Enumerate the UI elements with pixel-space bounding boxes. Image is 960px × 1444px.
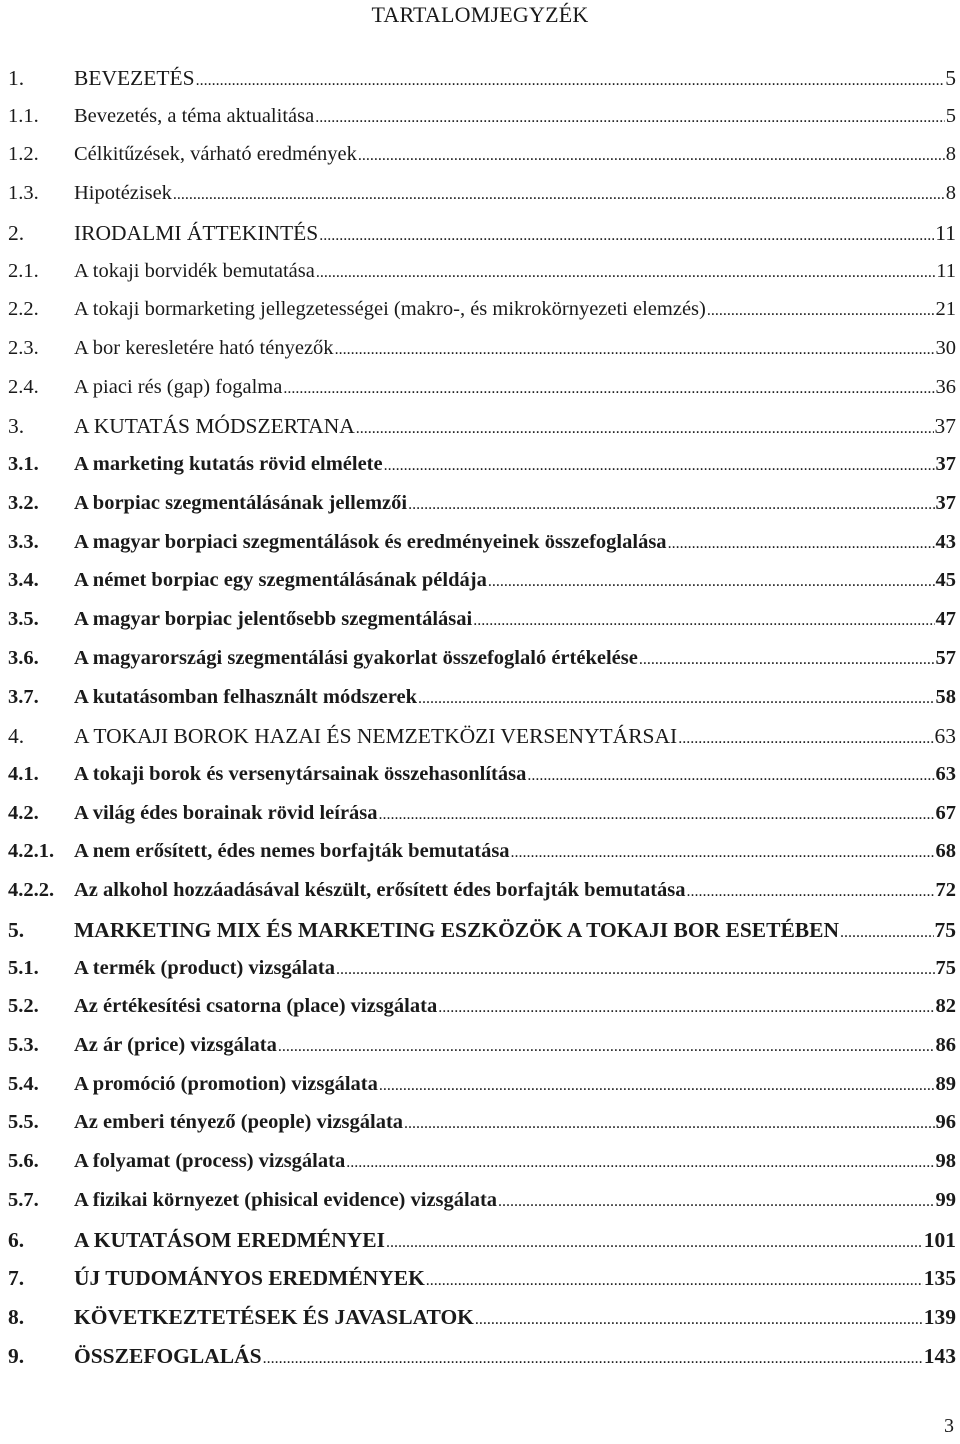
toc-entry-page: 47 (935, 608, 956, 631)
toc-entry-number: 5.3. (8, 1033, 39, 1056)
toc-entry[interactable] (8, 686, 956, 725)
toc-entry-number: 9. (8, 1343, 25, 1368)
toc-entry-number: 2.4. (8, 375, 39, 398)
toc-dot-leader (408, 492, 934, 515)
toc-entry-page: 101 (923, 1227, 956, 1252)
toc-entry-number: 5.4. (8, 1072, 39, 1095)
toc-entry-number: 6. (8, 1227, 25, 1252)
toc-entry-page: 68 (935, 840, 956, 863)
toc-dot-leader (418, 686, 934, 709)
toc-entry-number: 1.1. (8, 104, 39, 127)
toc-entry[interactable] (8, 995, 956, 1034)
toc-entry-page: 37 (935, 491, 956, 514)
toc-entry-label: KÖVETKEZTETÉSEK ÉS JAVASLATOK (74, 1305, 474, 1329)
toc-entry-number: 5.6. (8, 1150, 39, 1173)
toc-entry-number: 3.3. (8, 530, 39, 553)
toc-entry-number: 3.5. (8, 608, 39, 631)
toc-entry[interactable] (8, 337, 956, 376)
toc-entry-number: 3.4. (8, 569, 39, 592)
toc-entry-label: A piaci rés (gap) fogalma (74, 375, 283, 398)
toc-entry-number: 2.1. (8, 259, 39, 282)
toc-dot-leader (263, 1344, 923, 1369)
toc-entry[interactable] (8, 802, 956, 841)
toc-entry-page: 96 (935, 1111, 956, 1134)
toc-entry-label: ÚJ TUDOMÁNYOS EREDMÉNYEK (74, 1266, 425, 1291)
toc-dot-leader (840, 918, 933, 943)
toc-entry-page: 67 (935, 801, 956, 824)
toc-entry-number: 3. (8, 414, 25, 439)
toc-entry-label: A kutatásomban felhasznált módszerek (74, 685, 418, 708)
toc-dot-leader (527, 763, 934, 786)
toc-dot-leader (379, 1073, 935, 1096)
toc-entry-number: 4.2.2. (8, 879, 55, 902)
toc-dot-leader (639, 647, 935, 670)
toc-entry-page: 82 (935, 995, 956, 1018)
toc-entry-page: 63 (934, 724, 956, 749)
toc-entry-label: A magyarországi szegmentálási gyakorlat összefoglaló értékelése (74, 646, 638, 669)
toc-entry[interactable] (8, 1305, 956, 1344)
toc-entry[interactable] (8, 182, 956, 221)
toc-entry-page: 75 (935, 956, 956, 979)
toc-dot-leader (678, 724, 933, 749)
toc-entry-page: 45 (935, 569, 956, 592)
toc-dot-leader (473, 608, 934, 631)
toc-dot-leader (498, 1189, 934, 1212)
toc-entry-number: 5.2. (8, 995, 39, 1018)
toc-entry-label: ÖSSZEFOGLALÁS (74, 1343, 262, 1368)
toc-dot-leader (335, 337, 935, 360)
toc-entry-page: 37 (935, 453, 956, 476)
toc-entry-page: 58 (935, 685, 956, 708)
page-number: 3 (944, 1415, 954, 1437)
toc-entry[interactable] (8, 298, 956, 337)
toc-entry-page: 11 (936, 259, 956, 282)
toc-entry-label: A marketing kutatás rövid elmélete (74, 453, 383, 476)
toc-entry-page: 135 (923, 1266, 956, 1291)
toc-entry[interactable] (8, 957, 956, 996)
toc-entry[interactable] (8, 763, 956, 802)
toc-entry-number: 4.2.1. (8, 840, 55, 863)
toc-entry-number: 3.7. (8, 685, 39, 708)
toc-entry-label: A KUTATÁS MÓDSZERTANA (74, 414, 355, 439)
toc-entry[interactable] (8, 918, 956, 957)
toc-entry-number: 1. (8, 66, 25, 90)
toc-dot-leader (315, 105, 945, 128)
toc-entry-page: 21 (935, 298, 956, 321)
toc-entry-number: 4. (8, 724, 25, 749)
toc-entry-label: BEVEZETÉS (74, 66, 195, 90)
toc-entry-page: 43 (935, 530, 956, 553)
toc-title: TARTALOMJEGYZÉK (371, 2, 589, 27)
toc-entry-label: Az emberi tényező (people) vizsgálata (74, 1111, 404, 1134)
toc-entry-page: 30 (935, 337, 956, 360)
toc-entry-number: 8. (8, 1305, 25, 1329)
toc-entry-label: MARKETING MIX ÉS MARKETING ESZKÖZÖK A TOKAJI BOR ESETÉBEN (74, 917, 840, 942)
toc-entry-number: 2.3. (8, 337, 39, 360)
toc-entry-label: Hipotézisek (74, 182, 172, 205)
toc-entry[interactable] (8, 221, 956, 260)
toc-entry-number: 5. (8, 917, 25, 942)
toc-entry-page: 8 (945, 143, 956, 166)
toc-entry-number: 3.1. (8, 453, 39, 476)
toc-entry[interactable] (8, 531, 956, 570)
toc-entry-label: A KUTATÁSOM EREDMÉNYEI (74, 1227, 385, 1252)
toc-dot-leader (196, 66, 945, 91)
toc-entry-page: 98 (935, 1150, 956, 1173)
toc-entry[interactable] (8, 1344, 956, 1383)
toc-entry-label: Célkitűzések, várható eredmények (74, 143, 357, 166)
toc-dot-leader (384, 453, 935, 476)
toc-entry[interactable] (8, 105, 956, 144)
toc-entry[interactable] (8, 840, 956, 879)
toc-entry-label: A magyar borpiac jelentősebb szegmentálásai (74, 608, 473, 631)
toc-dot-leader (319, 221, 934, 246)
toc-entry-label: Az értékesítési csatorna (place) vizsgálata (74, 995, 438, 1018)
toc-entry-label: A TOKAJI BOROK HAZAI ÉS NEMZETKÖZI VERSENYTÁRSAI (74, 724, 678, 749)
toc-dot-leader (687, 879, 935, 902)
toc-dot-leader (438, 995, 934, 1018)
toc-entry-label: A fizikai környezet (phisical evidence) vizsgálata (74, 1188, 498, 1211)
toc-entry-label: IRODALMI ÁTTEKINTÉS (74, 220, 319, 245)
toc-entry-page: 57 (935, 646, 956, 669)
toc-list (8, 66, 956, 1382)
toc-entry-number: 5.5. (8, 1111, 39, 1134)
toc-entry[interactable] (8, 1266, 956, 1305)
toc-entry[interactable] (8, 724, 956, 763)
toc-entry-label: A világ édes borainak rövid leírása (74, 801, 378, 824)
toc-entry-label: A tokaji borok és versenytársainak összehasonlítása (74, 762, 527, 785)
toc-dot-leader (283, 376, 934, 399)
toc-entry-label: Az ár (price) vizsgálata (74, 1033, 277, 1056)
toc-entry-label: A termék (product) vizsgálata (74, 956, 335, 979)
toc-entry-label: A tokaji borvidék bemutatása (74, 259, 315, 282)
toc-entry-page: 99 (935, 1188, 956, 1211)
toc-entry-page: 72 (935, 879, 956, 902)
toc-entry-number: 7. (8, 1266, 25, 1291)
toc-dot-leader (511, 840, 935, 863)
toc-entry[interactable] (8, 879, 956, 918)
toc-dot-leader (488, 569, 935, 592)
toc-entry-number: 1.3. (8, 182, 39, 205)
toc-entry-page: 89 (935, 1072, 956, 1095)
toc-entry[interactable] (8, 1111, 956, 1150)
toc-entry-label: Bevezetés, a téma aktualitása (74, 104, 315, 127)
toc-dot-leader (668, 531, 935, 554)
toc-entry-number: 1.2. (8, 143, 39, 166)
toc-dot-leader (475, 1305, 923, 1330)
toc-entry-number: 5.7. (8, 1188, 39, 1211)
toc-entry-label: A magyar borpiaci szegmentálások és eredményeinek összefoglalása (74, 530, 667, 553)
toc-entry-page: 75 (934, 917, 956, 942)
toc-entry[interactable] (8, 1228, 956, 1267)
toc-entry[interactable] (8, 1034, 956, 1073)
toc-entry[interactable] (8, 1073, 956, 1112)
toc-entry-page: 86 (935, 1033, 956, 1056)
toc-entry-label: A folyamat (process) vizsgálata (74, 1150, 346, 1173)
toc-dot-leader (404, 1111, 934, 1134)
toc-entry-page: 8 (945, 182, 956, 205)
toc-dot-leader (426, 1266, 923, 1291)
toc-entry[interactable] (8, 608, 956, 647)
toc-entry-page: 139 (923, 1305, 956, 1329)
toc-entry-page: 36 (935, 375, 956, 398)
toc-entry-page: 11 (935, 220, 956, 245)
toc-entry-number: 2.2. (8, 298, 39, 321)
toc-dot-leader (346, 1150, 934, 1173)
toc-entry-number: 4.2. (8, 801, 39, 824)
toc-dot-leader (316, 260, 935, 283)
toc-entry-number: 3.6. (8, 646, 39, 669)
toc-entry-label: A bor keresletére ható tényezők (74, 337, 334, 360)
toc-dot-leader (707, 298, 935, 321)
toc-entry[interactable] (8, 376, 956, 415)
toc-entry-page: 5 (945, 66, 956, 90)
toc-entry[interactable] (8, 453, 956, 492)
toc-dot-leader (356, 414, 934, 439)
toc-dot-leader (386, 1228, 923, 1253)
toc-entry-page: 143 (923, 1343, 956, 1368)
toc-entry-label: A tokaji bormarketing jellegzetességei (makro-, és mikrokörnyezeti elemzés) (74, 298, 706, 321)
toc-dot-leader (173, 182, 945, 205)
toc-dot-leader (278, 1034, 935, 1057)
toc-entry[interactable] (8, 647, 956, 686)
toc-entry[interactable] (8, 260, 956, 299)
toc-entry[interactable] (8, 569, 956, 608)
toc-dot-leader (379, 802, 935, 825)
toc-entry-page: 5 (945, 104, 956, 127)
toc-dot-leader (336, 957, 935, 980)
toc-entry-label: A nem erősített, édes nemes borfajták bemutatása (74, 840, 510, 863)
toc-entry-number: 3.2. (8, 491, 39, 514)
toc-entry-label: A német borpiac egy szegmentálásának példája (74, 569, 487, 592)
toc-entry-number: 4.1. (8, 762, 39, 785)
toc-entry-label: Az alkohol hozzáadásával készült, erősített édes borfajták bemutatása (74, 879, 686, 902)
toc-entry[interactable] (8, 143, 956, 182)
toc-entry[interactable] (8, 492, 956, 531)
toc-entry-page: 63 (935, 762, 956, 785)
toc-entry[interactable] (8, 1189, 956, 1228)
toc-entry-number: 2. (8, 220, 25, 245)
toc-entry-page: 37 (934, 414, 956, 439)
toc-entry[interactable] (8, 414, 956, 453)
toc-dot-leader (358, 143, 945, 166)
toc-entry-label: A promóció (promotion) vizsgálata (74, 1072, 378, 1095)
toc-entry-label: A borpiac szegmentálásának jellemzői (74, 491, 408, 514)
toc-entry[interactable] (8, 1150, 956, 1189)
toc-entry[interactable] (8, 66, 956, 105)
toc-entry-number: 5.1. (8, 956, 39, 979)
